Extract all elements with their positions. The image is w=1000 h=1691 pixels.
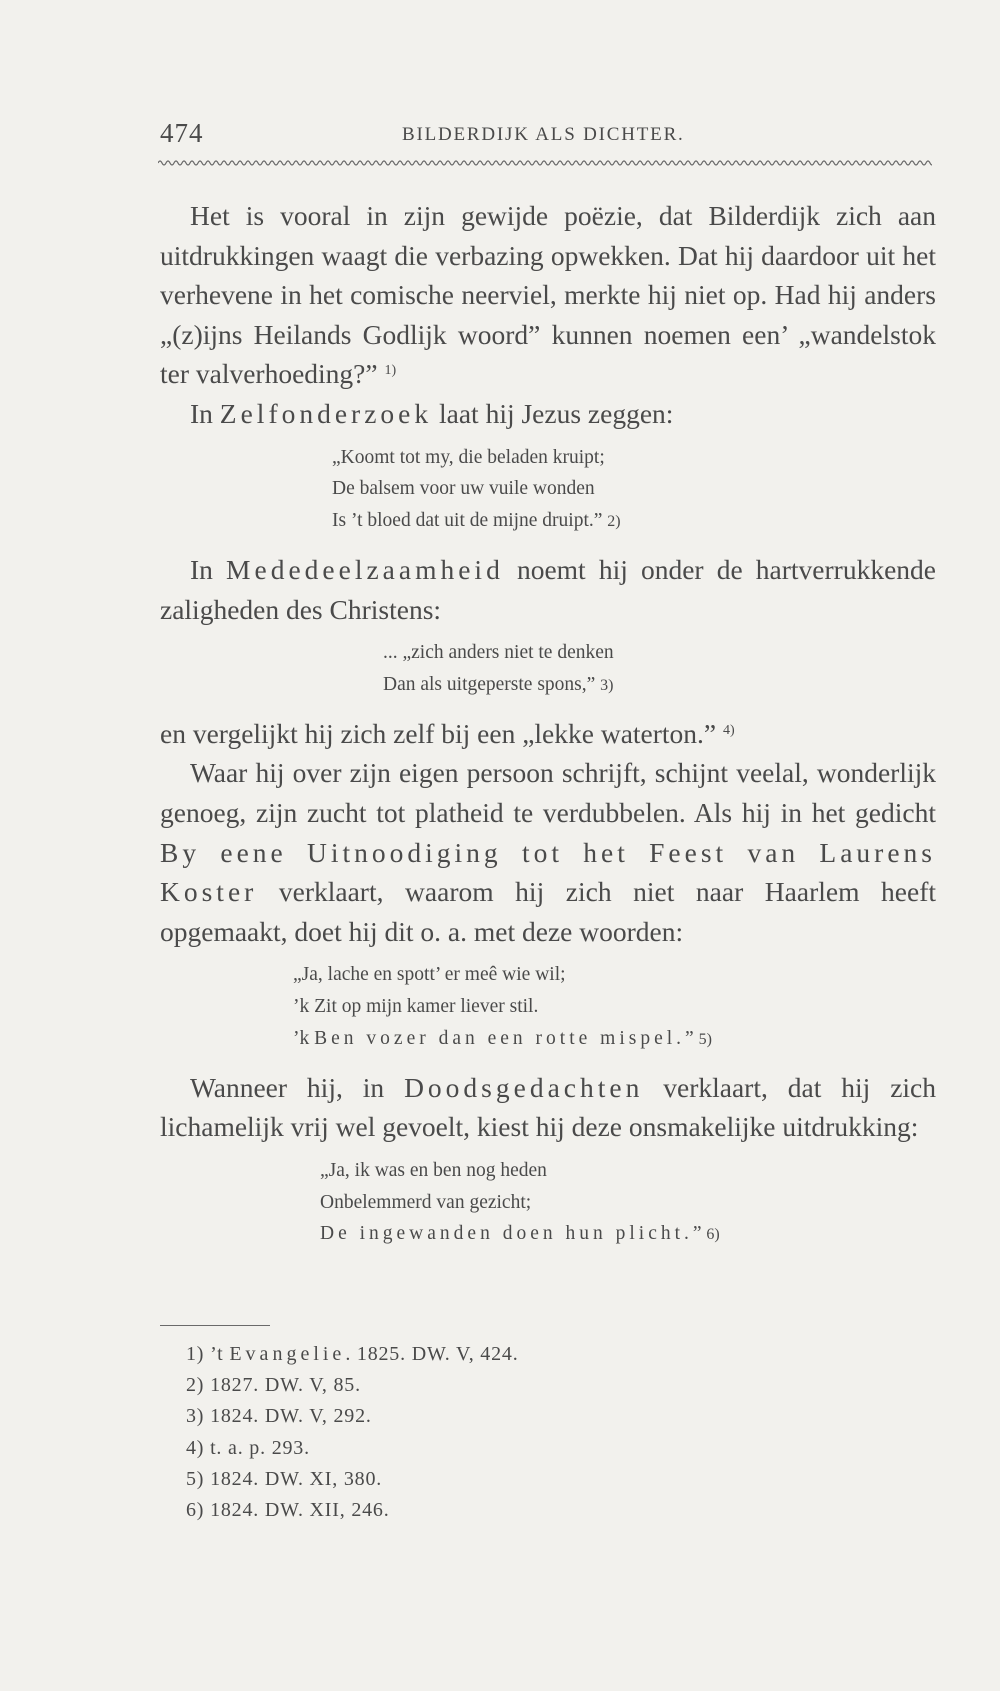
paragraph-3: In Mededeelzaamheid noemt hij onder de hartverrukkende zaligheden des Christens: bbox=[160, 553, 936, 625]
main-text bbox=[160, 196, 936, 1263]
verse-line: ... „zich anders niet te denken bbox=[383, 642, 614, 664]
footnote-ref-2: 2) bbox=[607, 513, 621, 531]
poem-title: Doodsgedachten bbox=[404, 1071, 644, 1103]
verse-line: ’k Zit op mijn kamer liever stil. bbox=[293, 996, 539, 1018]
footnote: 3) 1824. DW. V, 292. bbox=[186, 1405, 372, 1428]
footnote: 6) 1824. DW. XII, 246. bbox=[186, 1499, 390, 1522]
verse-line: „Ja, lache en spott’ er meê wie wil; bbox=[293, 964, 566, 986]
poem-title: Mededeelzaamheid bbox=[226, 553, 504, 585]
verse-line: De ingewanden doen hun plicht.” 6) bbox=[320, 1223, 720, 1245]
verse-line: De balsem voor uw vuile wonden bbox=[332, 478, 595, 500]
verse-quote-1 bbox=[160, 442, 936, 538]
running-head: BILDERDIJK ALS DICHTER. bbox=[402, 124, 685, 145]
footnote-ref-6: 6) bbox=[706, 1226, 720, 1244]
verse-line: Onbelemmerd van gezicht; bbox=[320, 1191, 532, 1213]
wavy-header-rule bbox=[158, 158, 932, 168]
paragraph-1: Het is vooral in zijn gewijde poëzie, dat Bilderdijk zich aan uitdrukkingen waagt die verbazing opwekken. Dat hij daardoor uit het verhevene in het comische neerviel, merkte hij niet op. Had hij anders „(z)ijns Heilands Godlijk woord” kunnen noemen een’ „wandelstok ter valverhoeding?” $^{1)}$ bbox=[160, 200, 936, 390]
footnote: 2) 1827. DW. V, 85. bbox=[186, 1374, 361, 1397]
footnote-ref-1: 1) bbox=[384, 363, 397, 379]
verse-line: Is ’t bloed dat uit de mijne druipt.” 2) bbox=[332, 510, 621, 532]
verse-line: ’k Ben vozer dan een rotte mispel.” 5) bbox=[293, 1027, 712, 1049]
footnote-ref-5: 5) bbox=[698, 1030, 712, 1048]
paragraph-4: en vergelijkt hij zich zelf bij een „lekke waterton.” $^{4)}$ bbox=[160, 717, 735, 749]
footnote: 4) t. a. p. 293. bbox=[186, 1436, 310, 1459]
verse-quote-4 bbox=[160, 1155, 936, 1251]
page-number: 474 bbox=[160, 118, 204, 148]
paragraph-5: Waar hij over zijn eigen persoon schrijft, schijnt veelal, wonderlijk genoeg, zijn zucht tot platheid te verdubbelen. Als hij in het gedicht By eene Uitnoodiging tot het Feest van Laurens Koster verklaart, waarom hij zich niet naar Haarlem heeft opgemaakt, doet hij dit o. a. met deze woorden: bbox=[160, 757, 936, 947]
verse-line: Dan als uitgeperste spons,” 3) bbox=[383, 673, 614, 695]
verse-quote-3 bbox=[160, 959, 936, 1055]
paragraph-6: Wanneer hij, in Doodsgedachten verklaart, dat hij zich lichamelijk vrij wel gevoelt, kiest hij deze onsmakelijke uitdrukking: bbox=[160, 1071, 936, 1143]
paragraph-2: In Zelfonderzoek laat hij Jezus zeggen: bbox=[190, 397, 674, 429]
verse-line: „Koomt tot my, die beladen kruipt; bbox=[332, 446, 605, 468]
footnote: 1) ’t Evangelie. 1825. DW. V, 424. bbox=[186, 1343, 519, 1365]
page-header bbox=[160, 118, 928, 154]
footnote-ref-3: 3) bbox=[600, 676, 614, 694]
poem-title: By eene Uitnoodiging tot het Feest van Laurens Koster bbox=[160, 836, 936, 908]
verse-line: „Ja, ik was en ben nog heden bbox=[320, 1159, 547, 1181]
footnote-ref-4: 4) bbox=[723, 722, 735, 738]
footnote-divider bbox=[160, 1325, 270, 1326]
footnotes bbox=[186, 1339, 519, 1526]
footnote: 5) 1824. DW. XI, 380. bbox=[186, 1467, 383, 1490]
poem-title: Zelfonderzoek bbox=[219, 397, 433, 429]
verse-quote-2 bbox=[160, 637, 936, 702]
